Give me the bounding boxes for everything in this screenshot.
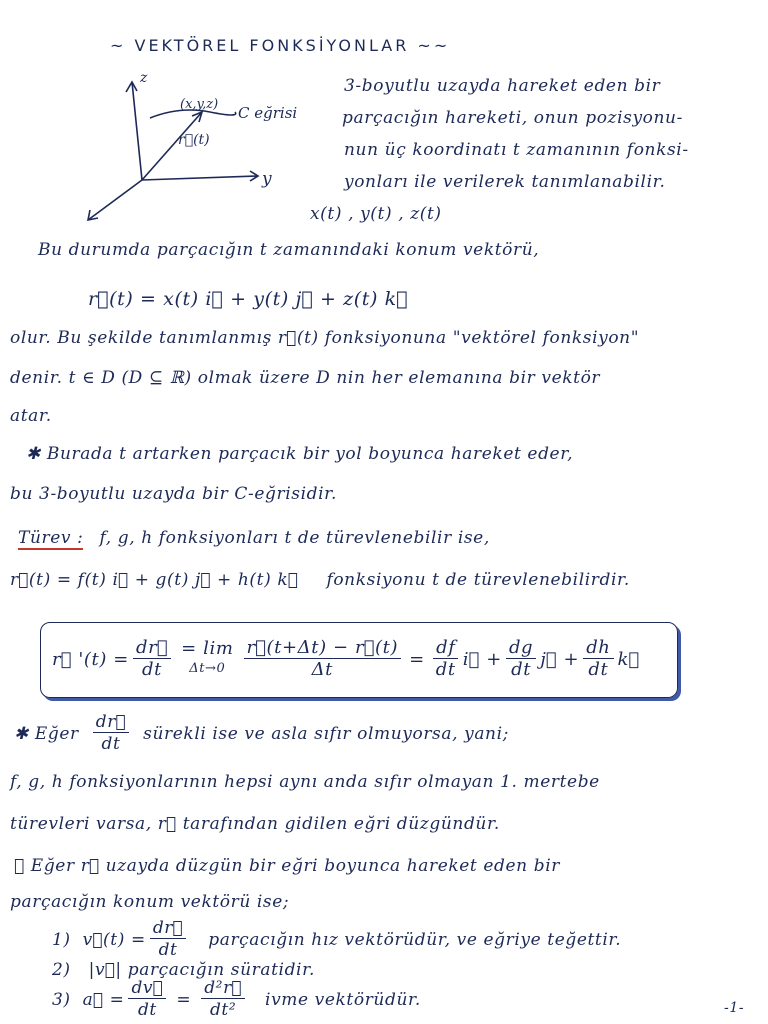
para2-line-3: atar.: [10, 406, 52, 426]
fraction-denominator: dt²: [209, 1000, 237, 1020]
fraction-denominator: dt: [101, 734, 121, 754]
intro-line-4: yonları ile verilerek tanımlanabilir.: [344, 172, 666, 192]
note2-rest: sürekli ise ve asla sıfır olmuyorsa, yani;: [143, 723, 509, 744]
fraction-denominator: dt: [588, 658, 609, 680]
derivative-label: Türev :: [18, 528, 84, 548]
formula-lhs: r⃗ '(t) =: [52, 648, 129, 670]
fraction-dr-dt: [133, 638, 171, 681]
fraction-denominator: dt: [137, 1000, 157, 1020]
derivative-eq-tail: fonksiyonu t de türevlenebilirdir.: [326, 570, 630, 590]
j-term: j⃗ +: [540, 648, 580, 670]
para1: Bu durumda parçacığın t zamanındaki konum vektörü,: [38, 240, 540, 260]
x-axis: [88, 180, 142, 220]
item3-text: ivme vektörüdür.: [265, 989, 421, 1010]
curve-label: C eğrisi: [238, 104, 298, 122]
point-label: (x,y,z): [180, 97, 219, 112]
page-number: -1-: [724, 1000, 745, 1016]
intro-coords: x(t) , y(t) , z(t): [310, 204, 442, 224]
fraction-denominator: Δt: [311, 658, 334, 680]
note2-fraction: [93, 712, 129, 755]
fraction-df-dt: [433, 638, 459, 681]
limit-subscript: Δt→0: [189, 661, 226, 676]
limit-text: = lim: [181, 638, 234, 659]
intro-line-1: 3-boyutlu uzayda hareket eden bir: [344, 76, 661, 96]
fraction-numerator: r⃗(t+Δt) − r⃗(t): [244, 638, 402, 659]
intro-line-3: nun üç koordinatı t zamanının fonksi-: [344, 140, 689, 160]
limit-operator: [181, 639, 233, 679]
item3-equals: =: [176, 989, 192, 1010]
note2-line-2: f, g, h fonksiyonlarının hepsi aynı anda sıfır olmayan 1. mertebe: [10, 772, 600, 792]
note3-item-2: [52, 960, 315, 980]
item1-lhs: v⃗(t) =: [82, 929, 146, 950]
k-term: k⃗: [617, 648, 640, 670]
note2-line-1: [14, 712, 509, 755]
fraction-denominator: dt: [511, 658, 532, 680]
fraction-denominator: dt: [158, 940, 178, 960]
z-axis: [132, 82, 142, 180]
derivative-formula: [52, 628, 640, 690]
derivative-line-1: f, g, h fonksiyonları t de türevlenebilir ise,: [99, 528, 490, 548]
title-text: VEKTÖREL FONKSİYONLAR: [134, 36, 410, 55]
title-dash-left: ~: [110, 36, 135, 55]
y-axis-label: y: [262, 169, 272, 189]
vector-label: r⃗(t): [178, 132, 210, 148]
page-title: [110, 36, 450, 55]
derivative-eq: r⃗(t) = f(t) i⃗ + g(t) j⃗ + h(t) k⃗: [10, 570, 299, 590]
note2-star: ✱ Eğer: [14, 723, 79, 744]
fraction-numerator: dr⃗: [133, 638, 171, 659]
para2-line-2: denir. t ∈ D (D ⊆ ℝ) olmak üzere D nin her elemanına bir vektör: [10, 368, 601, 388]
item1-fraction: [150, 918, 186, 961]
eq-position-vector: r⃗(t) = x(t) i⃗ + y(t) j⃗ + z(t) k⃗: [88, 288, 409, 310]
derivative-eq-row: [10, 570, 630, 590]
item1-text: parçacığın hız vektörüdür, ve eğriye teğettir.: [208, 929, 622, 950]
formula-equals: =: [409, 648, 425, 670]
fraction-numerator: dr⃗: [93, 712, 129, 733]
z-axis-label: z: [140, 70, 148, 86]
note1-line-1: ✱ Burada t artarken parçacık bir yol boyunca hareket eder,: [26, 444, 574, 464]
note3-item-3: [52, 978, 421, 1021]
note2-line-3: türevleri varsa, r⃗ tarafından gidilen eğri düzgündür.: [10, 814, 500, 834]
fraction-numerator: dh: [583, 638, 613, 659]
derivative-section: [18, 528, 490, 548]
item-number: 1): [52, 929, 71, 950]
fraction-denominator: dt: [435, 658, 456, 680]
i-term: i⃗ +: [462, 648, 502, 670]
fraction-numerator: d²r⃗: [201, 978, 245, 999]
note3-item-1: [52, 918, 621, 961]
note3-line-2: parçacığın konum vektörü ise;: [10, 892, 290, 912]
item3-lhs: a⃗ =: [82, 989, 125, 1010]
coordinate-diagram: [80, 70, 320, 230]
para2-line-1: olur. Bu şekilde tanımlanmış r⃗(t) fonksiyonuna "vektörel fonksiyon": [10, 328, 640, 348]
z-arrowhead: [126, 82, 137, 92]
intro-line-2: parçacığın hareketi, onun pozisyonu-: [342, 108, 683, 128]
item3-fraction-1: [128, 978, 166, 1021]
y-axis: [142, 176, 258, 180]
item-number: 3): [52, 989, 71, 1010]
item2-text: |v⃗| parçacığın süratidir.: [88, 960, 315, 980]
title-dash-right: ~~: [409, 36, 451, 55]
item-number: 2): [52, 960, 71, 980]
fraction-dh-dt: [583, 638, 613, 681]
note1-line-2: bu 3-boyutlu uzayda bir C-eğrisidir.: [10, 484, 338, 504]
fraction-numerator: dg: [506, 638, 536, 659]
item3-fraction-2: [201, 978, 245, 1021]
fraction-difference-quotient: [244, 638, 402, 681]
note3-line-1: ✱ Eğer r⃗ uzayda düzgün bir eğri boyunca hareket eden bir: [14, 856, 560, 876]
fraction-denominator: dt: [142, 658, 163, 680]
fraction-numerator: df: [433, 638, 458, 659]
fraction-numerator: dv⃗: [128, 978, 166, 999]
fraction-numerator: dr⃗: [150, 918, 186, 939]
fraction-dg-dt: [506, 638, 536, 681]
